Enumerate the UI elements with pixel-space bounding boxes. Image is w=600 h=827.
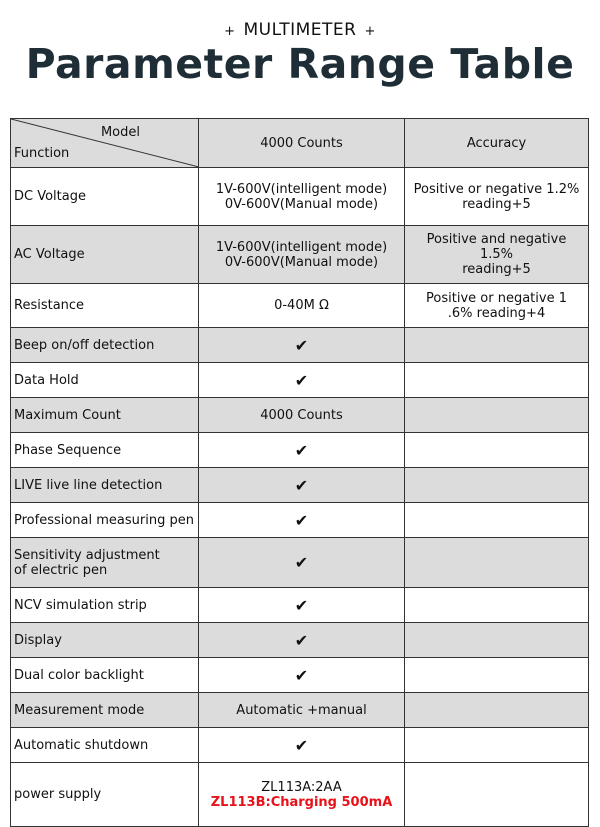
subtitle	[0, 20, 600, 40]
table-row	[11, 588, 589, 623]
table-row	[11, 468, 589, 503]
counts-cell: 4000 Counts	[199, 398, 405, 433]
function-cell: Automatic shutdown	[11, 728, 199, 763]
function-cell: Dual color backlight	[11, 658, 199, 693]
table-row	[11, 226, 589, 284]
check-icon: ✔	[199, 328, 405, 363]
table-row	[11, 284, 589, 328]
header-accuracy: Accuracy	[405, 119, 589, 168]
table-row	[11, 168, 589, 226]
header-model: Model	[100, 125, 140, 140]
red-note: ZL113B:Charging 500mA	[210, 794, 393, 810]
table-row	[11, 728, 589, 763]
check-icon: ✔	[199, 623, 405, 658]
function-cell: AC Voltage	[11, 226, 199, 284]
table-row	[11, 363, 589, 398]
accuracy-cell: Positive or negative 1 .6% reading+4	[405, 284, 589, 328]
page-title: Parameter Range Table	[25, 40, 575, 88]
check-icon: ✔	[199, 658, 405, 693]
function-cell: power supply	[11, 763, 199, 827]
accuracy-cell	[405, 623, 589, 658]
accuracy-cell	[405, 503, 589, 538]
table-row	[11, 538, 589, 588]
check-icon: ✔	[199, 503, 405, 538]
header-counts: 4000 Counts	[199, 119, 405, 168]
header-diagonal-cell	[11, 119, 199, 168]
function-cell: Professional measuring pen	[11, 503, 199, 538]
check-icon: ✔	[199, 468, 405, 503]
counts-cell: 1V-600V(intelligent mode) 0V-600V(Manual mode)	[199, 168, 405, 226]
function-cell: Resistance	[11, 284, 199, 328]
plus-right: +	[364, 24, 376, 39]
accuracy-cell	[405, 433, 589, 468]
check-icon: ✔	[199, 588, 405, 623]
function-cell: NCV simulation strip	[11, 588, 199, 623]
counts-cell: Automatic +manual	[199, 693, 405, 728]
accuracy-cell	[405, 763, 589, 827]
table-row	[11, 693, 589, 728]
check-icon: ✔	[199, 538, 405, 588]
accuracy-cell	[405, 363, 589, 398]
table-row	[11, 658, 589, 693]
function-cell: DC Voltage	[11, 168, 199, 226]
parameter-table	[10, 118, 589, 827]
counts-cell: 0-40M Ω	[199, 284, 405, 328]
table-row	[11, 328, 589, 363]
accuracy-cell	[405, 328, 589, 363]
accuracy-cell	[405, 658, 589, 693]
accuracy-cell	[405, 728, 589, 763]
function-cell: Display	[11, 623, 199, 658]
counts-cell: 1V-600V(intelligent mode) 0V-600V(Manual mode)	[199, 226, 405, 284]
check-icon: ✔	[199, 728, 405, 763]
function-cell: Maximum Count	[11, 398, 199, 433]
table-row	[11, 433, 589, 468]
table-row	[11, 398, 589, 433]
function-cell: LIVE live line detection	[11, 468, 199, 503]
header-function: Function	[14, 146, 70, 161]
function-cell: Measurement mode	[11, 693, 199, 728]
function-cell: Beep on/off detection	[11, 328, 199, 363]
accuracy-cell	[405, 588, 589, 623]
accuracy-cell	[405, 468, 589, 503]
subtitle-text: MULTIMETER	[243, 20, 357, 40]
accuracy-cell	[405, 538, 589, 588]
function-cell: Phase Sequence	[11, 433, 199, 468]
check-icon: ✔	[199, 363, 405, 398]
table-row	[11, 623, 589, 658]
table-header-row	[11, 119, 589, 168]
counts-cell: ZL113A:2AA ZL113B:Charging 500mA	[199, 763, 405, 827]
function-cell: Sensitivity adjustment of electric pen	[11, 538, 199, 588]
accuracy-cell: Positive or negative 1.2% reading+5	[405, 168, 589, 226]
function-cell: Data Hold	[11, 363, 199, 398]
accuracy-cell: Positive and negative 1.5% reading+5	[405, 226, 589, 284]
accuracy-cell	[405, 398, 589, 433]
accuracy-cell	[405, 693, 589, 728]
table-row	[11, 503, 589, 538]
check-icon: ✔	[199, 433, 405, 468]
plus-left: +	[224, 24, 236, 39]
table-row	[11, 763, 589, 827]
